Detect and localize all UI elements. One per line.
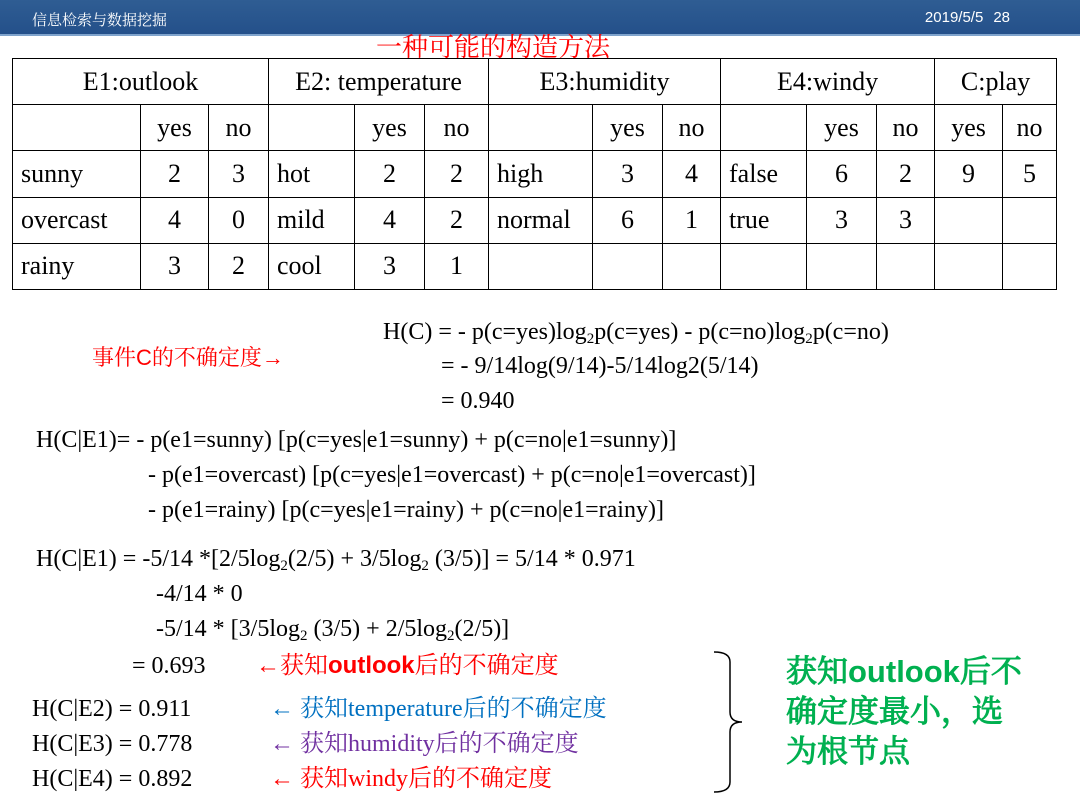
table-cell: 4 <box>663 151 721 197</box>
yes-label: yes <box>935 105 1003 151</box>
table-cell: 1 <box>663 197 721 243</box>
table-cell: rainy <box>13 243 141 289</box>
table-header-row <box>13 59 1057 105</box>
course-title: 信息检索与数据挖掘 <box>32 12 168 29</box>
subscript: 2 <box>280 558 288 574</box>
table-cell <box>13 105 141 151</box>
formula-text: (3/5) + 2/5log <box>307 616 448 642</box>
yes-label: yes <box>593 105 663 151</box>
formula-text: p(c=yes) - p(c=no)log <box>594 319 806 345</box>
formula-text: (3/5)] = 5/14 * 0.971 <box>428 546 636 572</box>
table-cell: 3 <box>355 243 425 289</box>
header-play: C:play <box>935 59 1057 105</box>
table-cell: normal <box>489 197 593 243</box>
table-cell: 4 <box>141 197 209 243</box>
table-cell: 2 <box>877 151 935 197</box>
table-cell <box>489 105 593 151</box>
e3-note: ← 获知humidity后的不确定度 <box>270 731 579 757</box>
table-cell: 3 <box>141 243 209 289</box>
table-cell <box>1003 197 1057 243</box>
header-outlook: E1:outlook <box>13 59 269 105</box>
table-cell <box>593 243 663 289</box>
frequency-table <box>12 58 1057 290</box>
yes-label: yes <box>807 105 877 151</box>
e2-note: ← 获知temperature后的不确定度 <box>270 696 607 722</box>
e4-note: ← 获知windy后的不确定度 <box>270 766 552 792</box>
table-cell: 3 <box>209 151 269 197</box>
table-cell: 2 <box>141 151 209 197</box>
slide-meta <box>925 9 1010 26</box>
subscript: 2 <box>805 331 813 347</box>
hce1-result: = 0.693 <box>132 653 206 679</box>
table-cell: 2 <box>425 151 489 197</box>
event-c-label: 事件C的不确定度→ <box>92 345 284 370</box>
note-keyword: outlook <box>328 652 415 679</box>
slide-date: 2019/5/5 <box>924 9 984 26</box>
table-cell: 5 <box>1003 151 1057 197</box>
e1-note <box>256 652 559 680</box>
right-brace-icon <box>708 650 748 794</box>
table-cell <box>663 243 721 289</box>
hce1-calc-line3 <box>156 615 509 643</box>
table-cell: 1 <box>425 243 489 289</box>
table-cell: 3 <box>807 197 877 243</box>
table-cell <box>721 243 807 289</box>
table-cell: 4 <box>355 197 425 243</box>
table-row <box>13 151 1057 197</box>
formula-text: H(C) = - p(c=yes)log <box>383 319 587 345</box>
table-cell: 2 <box>425 197 489 243</box>
table-cell <box>489 243 593 289</box>
table-cell: 9 <box>935 151 1003 197</box>
no-label: no <box>209 105 269 151</box>
table-cell: true <box>721 197 807 243</box>
table-cell: 2 <box>209 243 269 289</box>
no-label: no <box>663 105 721 151</box>
table-cell: 2 <box>355 151 425 197</box>
hc-formula-line1 <box>383 318 889 346</box>
note-text: ←获知 <box>256 653 328 679</box>
no-label: no <box>1003 105 1057 151</box>
table-cell: 6 <box>807 151 877 197</box>
table-cell: sunny <box>13 151 141 197</box>
subscript: 2 <box>447 628 455 644</box>
page-number: 28 <box>993 9 1010 26</box>
hce1-calc-line1 <box>36 545 636 573</box>
formula-text: H(C|E1) = -5/14 *[2/5log <box>36 546 281 572</box>
header-bar <box>0 0 1080 36</box>
formula-text: p(c=no) <box>812 319 889 345</box>
table-cell: false <box>721 151 807 197</box>
table-subheader-row <box>13 105 1057 151</box>
hc-formula-line3: = 0.940 <box>441 388 515 414</box>
table-cell: cool <box>269 243 355 289</box>
no-label: no <box>877 105 935 151</box>
conclusion-line: 获知outlook后不 <box>786 654 1022 689</box>
table-cell <box>1003 243 1057 289</box>
subscript: 2 <box>586 331 595 347</box>
table-cell <box>935 197 1003 243</box>
table-cell <box>721 105 807 151</box>
yes-label: yes <box>355 105 425 151</box>
formula-text: (2/5) + 3/5log <box>287 546 422 572</box>
table-row <box>13 243 1057 289</box>
table-cell: mild <box>269 197 355 243</box>
hce4-result: H(C|E4) = 0.892 <box>32 766 193 792</box>
table-cell: 3 <box>593 151 663 197</box>
table-cell <box>807 243 877 289</box>
hce1-definition-line2: - p(e1=overcast) [p(c=yes|e1=overcast) + p(c=no|e1=overcast)] <box>148 462 756 488</box>
table-row <box>13 197 1057 243</box>
table-cell: hot <box>269 151 355 197</box>
table-cell <box>877 243 935 289</box>
hce1-calc-line2: -4/14 * 0 <box>156 581 243 607</box>
yes-label: yes <box>141 105 209 151</box>
table-cell: 3 <box>877 197 935 243</box>
header-temperature: E2: temperature <box>269 59 489 105</box>
header-humidity: E3:humidity <box>489 59 721 105</box>
hc-formula-line2: = - 9/14log(9/14)-5/14log2(5/14) <box>441 353 759 379</box>
table-cell: high <box>489 151 593 197</box>
subscript: 2 <box>300 628 308 644</box>
formula-text: -5/14 * [3/5log <box>156 616 300 642</box>
subscript: 2 <box>421 558 429 574</box>
hce1-definition-line3: - p(e1=rainy) [p(c=yes|e1=rainy) + p(c=no|e1=rainy)] <box>148 497 664 523</box>
table-cell: overcast <box>13 197 141 243</box>
header-windy: E4:windy <box>721 59 935 105</box>
hce1-definition-line1: H(C|E1)= - p(e1=sunny) [p(c=yes|e1=sunny) + p(c=no|e1=sunny)] <box>36 427 677 453</box>
table-cell <box>935 243 1003 289</box>
table-cell <box>269 105 355 151</box>
table-cell: 6 <box>593 197 663 243</box>
conclusion-line: 确定度最小，选 <box>786 694 1003 729</box>
hce3-result: H(C|E3) = 0.778 <box>32 731 193 757</box>
hce2-result: H(C|E2) = 0.911 <box>32 696 192 722</box>
slide-title: 一种可能的构造方法 <box>376 33 611 62</box>
conclusion-text <box>786 652 1056 772</box>
formula-text: (2/5)] <box>454 616 510 642</box>
note-text: 后的不确定度 <box>414 653 559 679</box>
table-cell: 0 <box>209 197 269 243</box>
no-label: no <box>425 105 489 151</box>
conclusion-line: 为根节点 <box>786 734 910 769</box>
